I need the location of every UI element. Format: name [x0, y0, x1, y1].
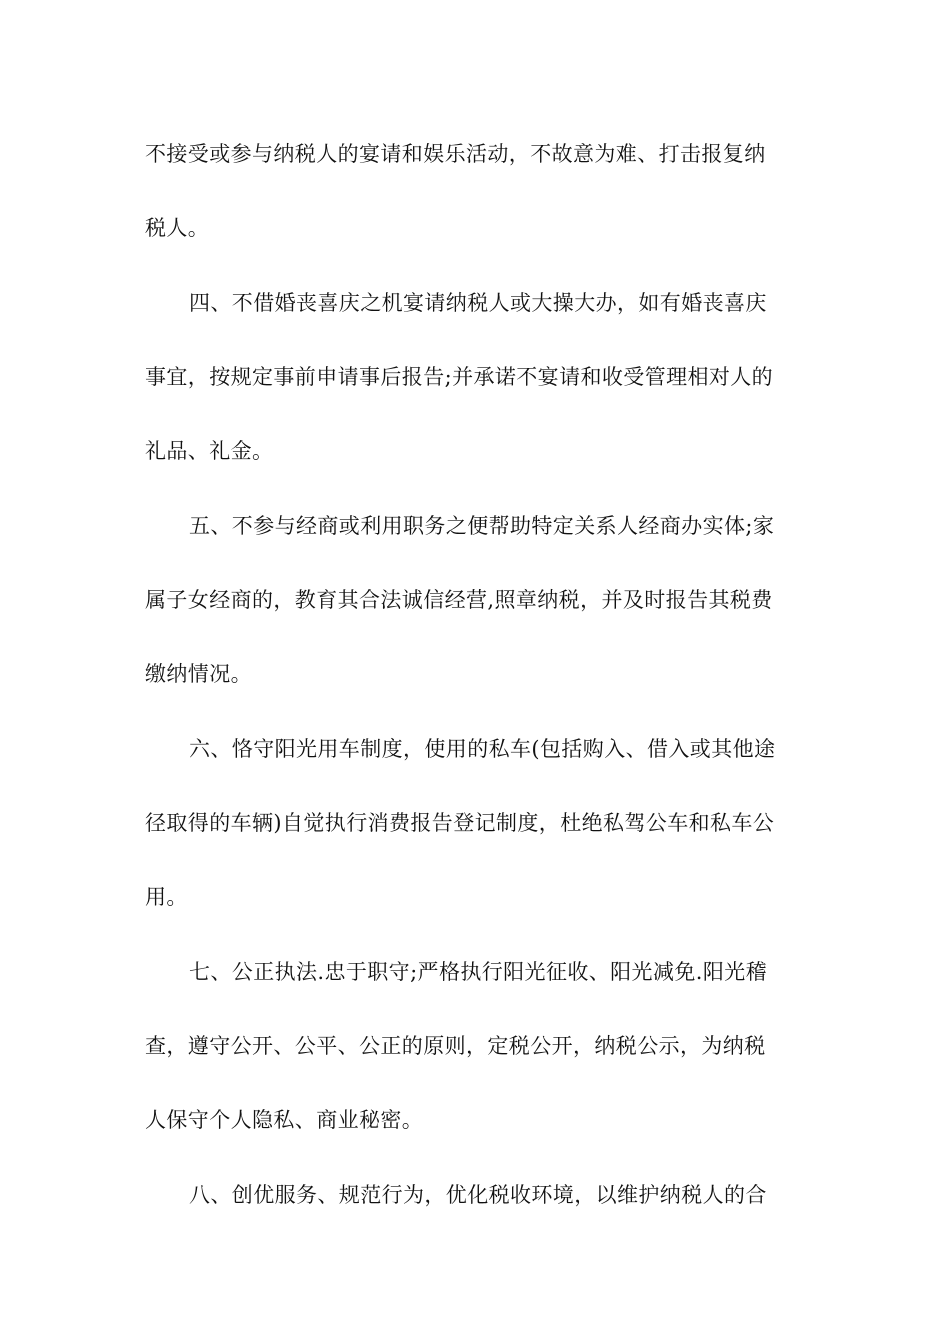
- text-line: 不接受或参与纳税人的宴请和娱乐活动，不故意为难、打击报复纳: [145, 142, 766, 166]
- paragraph-start-line: 五、不参与经商或利用职务之便帮助特定关系人经商办实体;家: [189, 514, 775, 538]
- text-line: 事宜，按规定事前申请事后报告;并承诺不宴请和收受管理相对人的: [145, 365, 774, 389]
- paragraph-start-line: 七、公正执法.忠于职守;严格执行阳光征收、阳光减免.阳光稽: [189, 960, 768, 984]
- text-line: 查，遵守公开、公平、公正的原则，定税公开，纳税公示，为纳税: [145, 1034, 766, 1058]
- text-line: 属子女经商的，教育其合法诚信经营,照章纳税，并及时报告其税费: [145, 588, 773, 612]
- text-line: 人保守个人隐私、商业秘密。: [145, 1108, 424, 1132]
- paragraph-start-line: 六、恪守阳光用车制度，使用的私车(包括购入、借入或其他途: [189, 737, 776, 761]
- paragraph-start-line: 八、创优服务、规范行为，优化税收环境，以维护纳税人的合: [189, 1183, 767, 1207]
- text-line: 径取得的车辆)自觉执行消费报告登记制度，杜绝私驾公车和私车公: [145, 811, 775, 835]
- text-line: 礼品、礼金。: [145, 439, 274, 463]
- text-line: 税人。: [145, 216, 210, 240]
- paragraph-start-line: 四、不借婚丧喜庆之机宴请纳税人或大操大办，如有婚丧喜庆: [189, 291, 767, 315]
- text-line: 缴纳情况。: [145, 662, 252, 686]
- text-line: 用。: [145, 885, 188, 909]
